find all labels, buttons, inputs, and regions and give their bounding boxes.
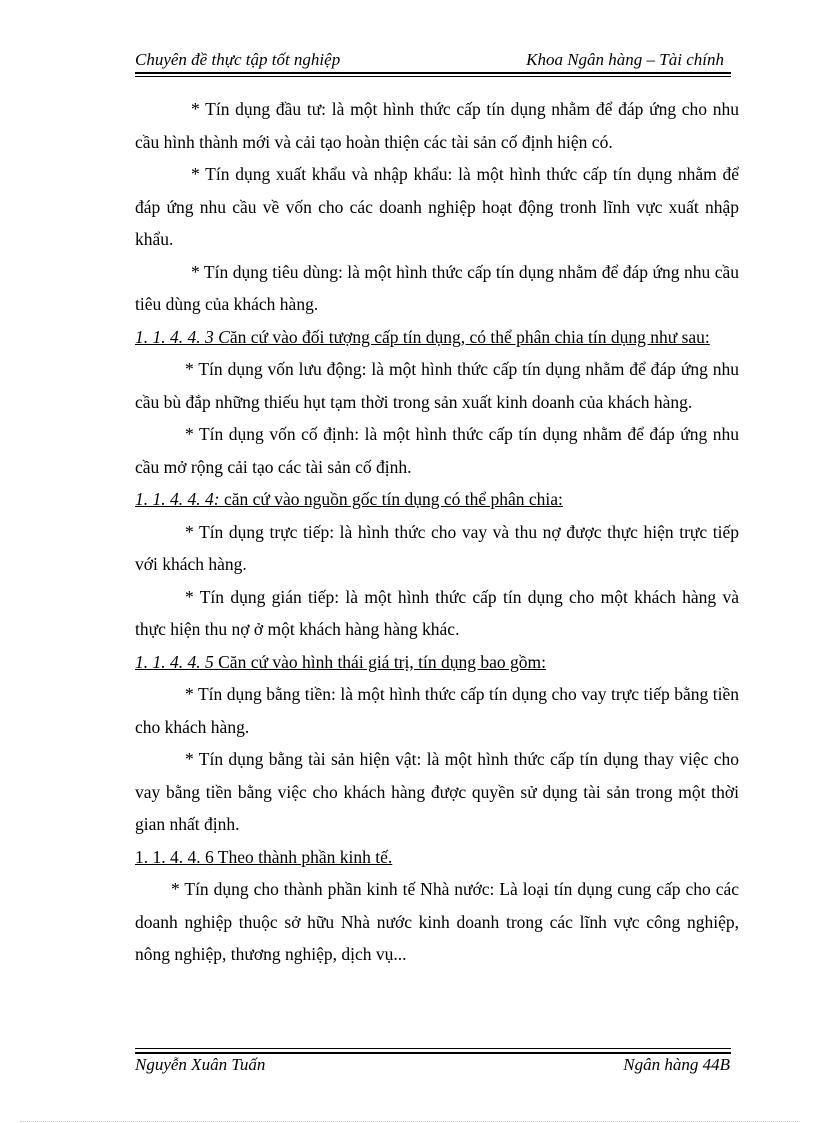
- footer-rule-thin: [135, 1048, 731, 1049]
- paragraph: * Tín dụng cho thành phần kinh tế Nhà nước: Là loại tín dụng cung cấp cho các doanh nghiệp thuộc sở hữu Nhà nước kinh doanh trong các lĩnh vực công nghiệp, nông nghiệp, thương nghiệp, dịch vụ...: [135, 879, 739, 964]
- heading-text: Căn cứ vào hình thái giá trị, tín dụng bao gồm:: [213, 651, 546, 672]
- heading-number: 1. 1. 4. 4. 5: [135, 651, 214, 672]
- header-rule-thin: [135, 76, 731, 77]
- document-body: [135, 93, 739, 971]
- paragraph: * Tín dụng bằng tài sản hiện vật: là một hình thức cấp tín dụng thay việc cho vay bằng tiền bằng việc cho khách hàng được quyền sử dụng tài sản trong một thời gian nhất định.: [135, 749, 739, 834]
- heading-text: Theo thành phần kinh tế.: [213, 846, 393, 867]
- paragraph: * Tín dụng vốn lưu động: là một hình thức cấp tín dụng nhằm để đáp ứng nhu cầu bù đắp những thiếu hụt tạm thời trong sản xuất kinh doanh của khách hàng.: [135, 359, 739, 412]
- footer-rule-thick: [135, 1052, 731, 1054]
- paragraph: * Tín dụng bằng tiền: là một hình thức cấp tín dụng cho vay trực tiếp bằng tiền cho khách hàng.: [135, 684, 739, 737]
- paragraph: * Tín dụng tiêu dùng: là một hình thức cấp tín dụng nhằm để đáp ứng nhu cầu tiêu dùng của khách hàng.: [135, 261, 739, 314]
- paragraph: * Tín dụng gián tiếp: là một hình thức cấp tín dụng cho một khách hàng và thực hiện thu nợ ở một khách hàng hàng khác.: [135, 586, 739, 639]
- header-left-text: Chuyên đề thực tập tốt nghiệp: [135, 50, 341, 69]
- section-heading: [135, 483, 739, 516]
- header-rule-thick: [135, 72, 731, 74]
- page-edge-dotted-line: [20, 1121, 800, 1122]
- section-heading: [135, 321, 739, 354]
- footer-author: Nguyễn Xuân Tuấn: [135, 1055, 266, 1074]
- section-heading: [135, 646, 739, 679]
- paragraph: * Tín dụng xuất khẩu và nhập khẩu: là một hình thức cấp tín dụng nhằm để đáp ứng nhu cầu về vốn cho các doanh nghiệp hoạt động tronh lĩnh vực xuất nhập khẩu.: [135, 164, 739, 249]
- section-heading: [135, 841, 739, 874]
- page-footer: [135, 1055, 730, 1077]
- paragraph: * Tín dụng đầu tư: là một hình thức cấp tín dụng nhằm để đáp ứng cho nhu cầu hình thành mới và cải tạo hoàn thiện các tài sản cố định hiện có.: [135, 99, 739, 152]
- paragraph: * Tín dụng vốn cố định: là một hình thức cấp tín dụng nhằm để đáp ứng nhu cầu mở rộng cải tạo các tài sản cố định.: [135, 424, 739, 477]
- heading-text: căn cứ vào nguồn gốc tín dụng có thể phân chia:: [219, 489, 563, 509]
- heading-number: 1. 1. 4. 4. 4:: [135, 489, 220, 509]
- page-header: [135, 50, 730, 72]
- heading-number: 1. 1. 4. 4. 6: [135, 846, 214, 867]
- heading-number: 1. 1. 4. 4. 3 C: [135, 326, 230, 347]
- heading-text: ăn cứ vào đối tượng cấp tín dụng, có thể phân chia tín dụng như sau:: [229, 326, 710, 347]
- paragraph: * Tín dụng trực tiếp: là hình thức cho vay và thu nợ được thực hiện trực tiếp với khách hàng.: [135, 521, 739, 574]
- header-right-text: Khoa Ngân hàng – Tài chính: [526, 50, 724, 69]
- footer-class: Ngân hàng 44B: [623, 1055, 730, 1074]
